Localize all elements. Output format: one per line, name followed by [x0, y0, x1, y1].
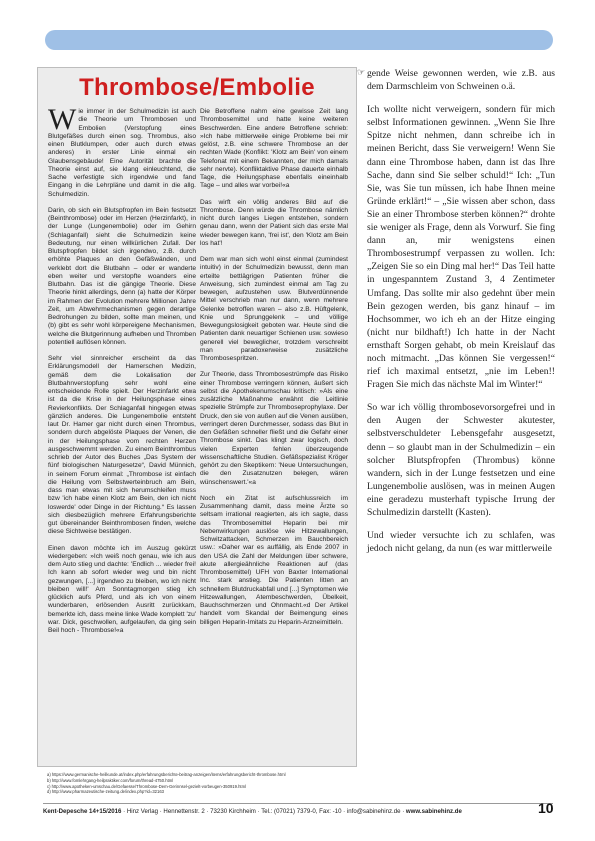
box-paragraph: Noch ein Zitat ist aufschlussreich im Zusammenhang damit, dass meine Ärzte so seltsam irrational reagierten, als ich sagte, dass das Thrombosemittel Heparin bei mir Nebenwirkungen auslöse wie Hitzewallungen, Schwitzattacken, Schmerzen im Bauchbereich usw.: »Daher war es auffällig, als Ende 2007 in den USA die Zahl der Meldungen über schwere, akute allergieähnliche Reaktionen auf (das Thrombosemittel) UFH von Baxter International Inc. stark anstieg. Die Patienten litten an schnellem Blutdruckabfall und [...] Symptomen wie Hitzewallungen, Atembeschwerden, Übelkeit, Bauchschmerzen und Ohnmacht.«d Der Artikel handelt vom Skandal der Beimengung eines billigen Heparin-Imitats zu Heparin-Arzneimitteln. — [200, 494, 348, 626]
footer-details: · Hinz Verlag · Hennettenstr. 2 · 73230 Kirchheim · Tel.: (07021) 7379-0, Fax: -10 · info@sabinehinz.de · — [121, 808, 406, 815]
info-box — [37, 67, 357, 767]
box-paragraph: Zur Theorie, dass Thrombosestrümpfe das Risiko einer Thrombose verringern können, äußert sich selbst die Apothekenumschau kritisch: »Als eine zusätzliche Maßnahme erwähnt die Leitlinie spezielle Strümpfe zur Thromboseprophylaxe. Der Druck, den sie von außen auf die Venen ausüben, verringert deren Durchmesser, sodass das Blut in den Gefäßen schneller fließt und die Gefahr einer Thrombose sinkt. Das klingt zwar logisch, doch vielen Experten fehlen überzeugende wissenschaftliche Studien. Gefäßspezialist Kröger gehört zu den Skeptikern: 'Neue Untersuchungen, die den Zusatznutzen belegen, wären wünschenswert.'«a — [200, 371, 348, 486]
box-column-right — [200, 108, 348, 635]
references — [47, 772, 357, 795]
reference-item: d) http://www.pharmazeutische-zeitung.de/index.php?id=32163 — [47, 789, 164, 795]
drop-cap: W — [48, 103, 77, 136]
box-paragraph: Dem war man sich wohl einst einmal (zumindest intuitiv) in der Schulmedizin bewusst, denn man erteilte bettlägrigen Patienten früher die Anweisung, sich zumindest einmal am Tag zu bewegen, aufzustehen usw. Blutverdünnende Mittel verschrieb man nur dann, wenn mehrere Gelenke betroffen waren – also z.B. Hüftgelenk, Knie und Sprunggelenk – und völlige Bewegungslosigkeit geboten war. Heute sind die Patienten dank neuartiger Schienen usw. sowieso generell viel beweglicher, trotzdem verschreibt man paradoxerweise zusätzliche Thrombosespritzen. — [200, 256, 348, 362]
box-paragraph: Einen davon möchte ich im Auszug gekürzt wiedergeben: »Ich weiß noch genau, wie ich aus dem Auto stieg und dachte: 'Endlich ... wieder frei! Ich kann ab sofort wieder weg und bin nicht gezwungen, [...] irgendwo zu bleiben, wo ich nicht bleiben will!' Am Sonntagmorgen stieg ich glücklich aufs Pferd, und als ich von einem wunderbaren, erlösenden Ausritt zurückkam, bemerkte ich, dass meine linke Wade komplett 'zu' war. Dick, geschwollen, aufgelaufen, da ging sein Beil hoch - Thrombose!«a — [48, 544, 196, 634]
box-paragraph: Darin, ob sich ein Blutspfropfen im Bein festsetzt (Beinthrombose) oder im Herzen (Herzinfarkt), in der Lunge (Lungenembolie) oder im Gehirn (Schlaganfall) sieht die Schulmedizin keine Bedeutung, nur einen willkürlichen Zufall. Der Blutspfropfen bildet sich irgendwo, z.B. durch erhöhte Plaques an den Gefäßwänden, und verklebt dort die Blutbahn – oder er wanderte eben weiter und verstopfte woanders eine Blutbahn. Das ist die gängige Theorie. Diese Theorie hinkt allerdings, denn (a) hatte der Körper im Rahmen der Evolution mehrere Millionen Jahre Zeit, um Abwehrmechanismen gegen derartige Bedrohungen zu bilden, sollte man meinen, und (b) gibt es sehr wohl körpereigene Mechanismen, welche die Blutgerinnung aufheben und Thromben potentiell auflösen können. — [48, 206, 196, 346]
footer-publication: Kent-Depesche 14+15/2016 — [43, 808, 122, 815]
narrative-paragraph: Und wieder versuchte ich zu schlafen, was jedoch nicht gelang, da nun (es war mittlerweile — [367, 530, 555, 555]
page-number: 10 — [538, 800, 554, 816]
narrative-column — [357, 67, 555, 565]
box-paragraph: Die Betroffene nahm eine gewisse Zeit lang Thrombosemittel und hatte keine weiteren Beschwerden. Eine andere Betroffene schrieb: »Ich habe mittlerweile einige Probleme bei mir gelöst, z.B. eine schwere Thrombose an der rechten Wade (Konflikt: 'Klotz am Bein' von einem Telefonat mit einem Bekannten, der mich damals sehr nervte). Konfliktaktive Phase dauerte einhalb Tage, die Heilungsphase ebenfalls eineinhalb Tage – und alles war vorbei!«a — [200, 108, 348, 190]
box-title: Thrombose/Embolie — [79, 74, 315, 101]
narrative-paragraph: So war ich völlig thrombosevorsorgefrei und in den Augen der Schwester akutester, selbstverschuldeter Lebensgefahr ausgesetzt, denn – so glaubt man in der Schulmedizin – ein solcher Blutspfropfen (Thrombus) könne wandern, sich in der Lunge festsetzen und eine Lungenembolie auslösen, was in meinen Augen eine geradezu musterhaft typische Irrung der Schulmedizin darstellt (Kasten). — [367, 402, 555, 518]
pointing-hand-icon: ☞ — [357, 67, 366, 77]
narrative-paragraph: gende Weise gewonnen werden, wie z.B. aus dem Darmschleim von Schweinen o.ä. — [367, 68, 555, 93]
footer — [43, 808, 563, 815]
reference-item: c) http://www.apotheken-umschau.de/Gefaesse/Thrombose-Dem-Gerinnsel-gezielt-vorbeugen-350919.html — [47, 783, 247, 789]
reference-item: a) https://www.germanische-heilkunde.at/index.php/erfahrungsberichte-beitrag-anzeigen/items/erfahrungsbericht-thrombose.html — [47, 772, 286, 777]
reference-item: b) http://www.fomlehrgang-heilpraktiker.com/forum/thread-4750.html — [47, 777, 174, 783]
footer-website[interactable]: www.sabinehinz.de — [405, 808, 462, 815]
box-paragraph: Wie immer in der Schulmedizin ist auch die Theorie um Thrombosen und Embolien (Verstopfung eines Blutgefäßes durch einen sog. Thrombus, also einen Blutklumpen, oder auch durch etwas anderes) in erster Linie einmal ein Glaubensgebäude! Eine Autorität brachte die Theorie einst auf, sie klang einleuchtend, die Sache verfestigte sich irgendwie und fand Eingang in die Lehrpläne und damit in die allg. Schulmedizin. — [48, 103, 196, 198]
box-column-left — [48, 103, 196, 643]
box-paragraph: Das wirft ein völlig anderes Bild auf die Thrombose. Denn würde die Thrombose nämlich nicht durch langes Liegen entstehen, sondern genau dann, wenn der Patient sich das erste Mal wieder bewegen kann, 'frei ist', den 'Klotz am Bein los hat'! — [200, 198, 348, 247]
box-paragraph: Sehr viel sinnreicher erscheint da das Erklärungsmodell der Hamerschen Medizin, gemäß dem die Lokalisation der Blutbahnverstopfung sehr wohl eine entscheidende Rolle spielt. Der Herzinfarkt etwa ist da die Krise in der Heilungsphase eines Revierkonflikts. Der Schlaganfall hingegen etwas gänzlich anderes. Die Lungenembolie entsteht laut Dr. Hamer gar nicht durch einen Thrombus, sondern durch abgelöste Plaques der Venen, die in der Heilungsphase vom rechten Herzen ausgeschwemmt werden. Zu einem Beinthrombus schrieb der Autor des Buches „Das System der fünf biologischen Naturgesetze“, David Münnich, in seinem Forum einmal: „Thrombose ist einfach die Heilung vom Selbstwerteinbruch am Bein, dass man etwas mit sich herumschleifen muss bzw 'ich habe einen Klotz am Bein, den ich nicht loswerde' oder Dinge in der Richtung.“ Es lassen sich diesbezüglich mehrere Erfahrungsberichte gut übereinander Beinthrombosen finden, welche diese Sichtweise bestätigen. — [48, 355, 196, 536]
footer-rule — [43, 803, 553, 804]
header-bar — [45, 30, 553, 50]
narrative-paragraph: Ich wollte nicht verweigern, sondern für mich selbst Informationen gewinnen. „Wenn Sie Ihre Spitze nicht nehmen, dann schreibe ich in meinen Bericht, dass Sie verweigern! Wenn Sie dann eine Thrombose haben, dann ist das Ihre Sache, dann sind Sie selber schuld!“ Ich: „Tun Sie, was Sie tun müssen, ich habe Ihnen meine Gründe erklärt!“ – „Sie wissen aber schon, dass Sie an einer Thrombose sterben können?“ drohte sie weniger als Frage, denn als Vorwurf. Sie fing dann an, mir wenigstens einen Thrombosestrumpf verpassen zu wollen. Ich: „Zeigen Sie so ein Ding mal her!“ Das Teil hatte in ungespanntem Zustand 3, 4 Zentimeter Umfang. Das sollte mir also gedehnt über mein Bein gezogen werden, bis ganz hinauf – im Hochsommer, wo ich eh an der Hitze einging (nicht nur bildhaft!) Ich hatte in der Nacht ernsthaft Sorgen gehabt, ob mein Kreislauf das noch mitmacht. „Das können Sie vergessen!“ rief ich maximal entsetzt, „nie im Leben!! Fragen Sie mich das nächste Mal im Winter!“ — [367, 104, 555, 391]
